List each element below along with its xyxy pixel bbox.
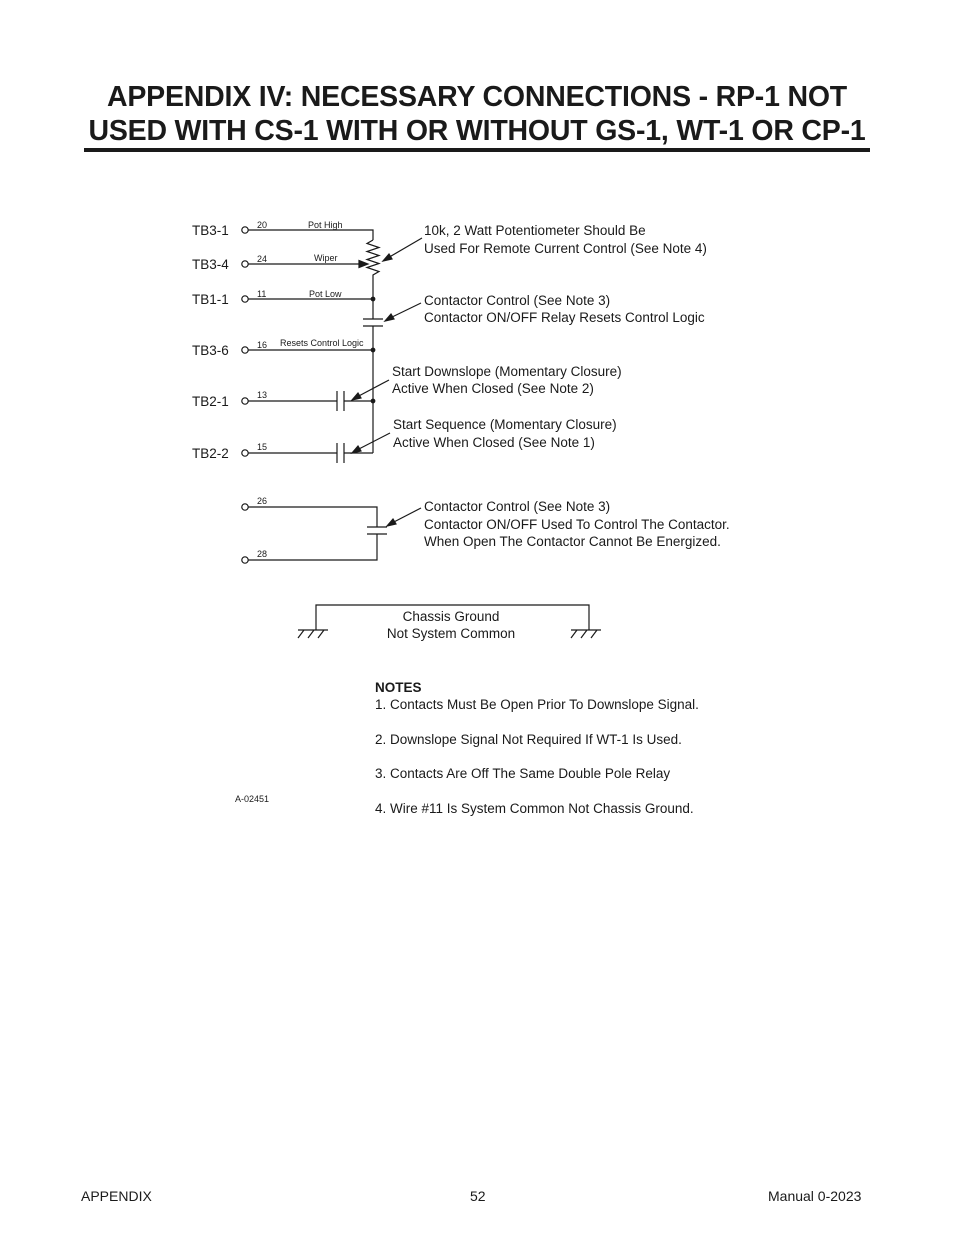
terminal-circle-tb1-1	[242, 296, 248, 302]
cc2-callout-line-1: Contactor Control (See Note 3)	[424, 499, 611, 514]
relay-contact-1	[363, 299, 383, 350]
wire-number-15: 15	[257, 442, 268, 452]
sequence-callout-line-2: Active When Closed (See Note 1)	[393, 435, 595, 450]
cc2-callout-line-2: Contactor ON/OFF Used To Control The Contactor.	[424, 517, 730, 532]
terminal-label-tb2-2: TB2-2	[192, 446, 229, 461]
terminal-label-tb3-1: TB3-1	[192, 223, 229, 238]
wire-number-13: 13	[257, 390, 268, 400]
downslope-callout-line-2: Active When Closed (See Note 2)	[392, 381, 594, 396]
note-2: 2. Downslope Signal Not Required If WT-1 Is Used.	[375, 731, 682, 747]
wire-20	[248, 230, 373, 240]
pot-callout-line-1: 10k, 2 Watt Potentiometer Should Be	[424, 223, 646, 238]
wire-number-26: 26	[257, 496, 268, 506]
note-3: 3. Contacts Are Off The Same Double Pole Relay	[375, 766, 671, 781]
notes-section	[375, 679, 699, 834]
figure-id: A-02451	[235, 794, 270, 804]
sequence-callout-arrowhead	[352, 446, 361, 453]
wire-number-28: 28	[257, 549, 268, 559]
downslope-callout-leader	[355, 380, 389, 398]
terminal-circle-tb2-1	[242, 398, 248, 404]
signal-pot-high: Pot High	[308, 220, 343, 230]
terminal-circle-28	[242, 557, 248, 563]
cc1-callout-line-1: Contactor Control (See Note 3)	[424, 293, 611, 308]
downslope-callout-line-1: Start Downslope (Momentary Closure)	[392, 364, 622, 379]
cc1-callout-line-2: Contactor ON/OFF Relay Resets Control Logic	[424, 310, 705, 325]
terminal-label-tb3-6: TB3-6	[192, 343, 229, 358]
note-1: 1. Contacts Must Be Open Prior To Downslope Signal.	[375, 697, 699, 712]
pot-callout-arrowhead	[383, 254, 392, 261]
footer-manual-number: Manual 0-2023	[768, 1188, 862, 1204]
signal-resets-control-logic: Resets Control Logic	[280, 338, 364, 348]
wire-number-11: 11	[257, 289, 267, 299]
signal-pot-low: Pot Low	[309, 289, 342, 299]
terminal-label-tb1-1: TB1-1	[192, 292, 229, 307]
ground-symbol-right	[571, 630, 601, 638]
terminal-circle-tb3-6	[242, 347, 248, 353]
title-line-2: USED WITH CS-1 WITH OR WITHOUT GS-1, WT-1 OR CP-1	[88, 115, 866, 147]
terminal-label-tb3-4: TB3-4	[192, 257, 229, 272]
cc2-callout-line-3: When Open The Contactor Cannot Be Energized.	[424, 534, 721, 549]
pot-callout-leader	[386, 238, 422, 259]
wiper-arrowhead	[359, 261, 368, 268]
wire-number-20: 20	[257, 220, 268, 230]
note-4: 4. Wire #11 Is System Common Not Chassis Ground.	[375, 800, 694, 816]
potentiometer	[367, 240, 379, 299]
signal-wiper: Wiper	[314, 253, 338, 263]
wire-26-28-contact	[248, 507, 387, 560]
terminal-circle-26	[242, 504, 248, 510]
cc2-callout-arrowhead	[387, 519, 396, 526]
footer-page-number: 52	[470, 1188, 486, 1204]
pot-callout-line-2: Used For Remote Current Control (See Note 4)	[424, 241, 707, 256]
terminal-circle-tb3-1	[242, 227, 248, 233]
notes-heading: NOTES	[375, 680, 422, 695]
footer-section-name: APPENDIX	[81, 1188, 152, 1204]
terminal-circle-tb2-2	[242, 450, 248, 456]
ground-label-line-1: Chassis Ground	[402, 609, 500, 624]
title-line-1: APPENDIX IV: NECESSARY CONNECTIONS - RP-1 NOT	[106, 81, 848, 113]
downslope-callout-arrowhead	[352, 393, 361, 400]
cc1-callout-arrowhead	[385, 314, 394, 321]
terminal-circle-tb3-4	[242, 261, 248, 267]
sequence-callout-line-1: Start Sequence (Momentary Closure)	[393, 417, 617, 432]
ground-symbol-left	[298, 630, 328, 638]
ground-label-line-2: Not System Common	[386, 626, 516, 641]
wire-number-16: 16	[257, 340, 268, 350]
terminal-label-tb2-1: TB2-1	[192, 394, 229, 409]
wire-number-24: 24	[257, 254, 268, 264]
